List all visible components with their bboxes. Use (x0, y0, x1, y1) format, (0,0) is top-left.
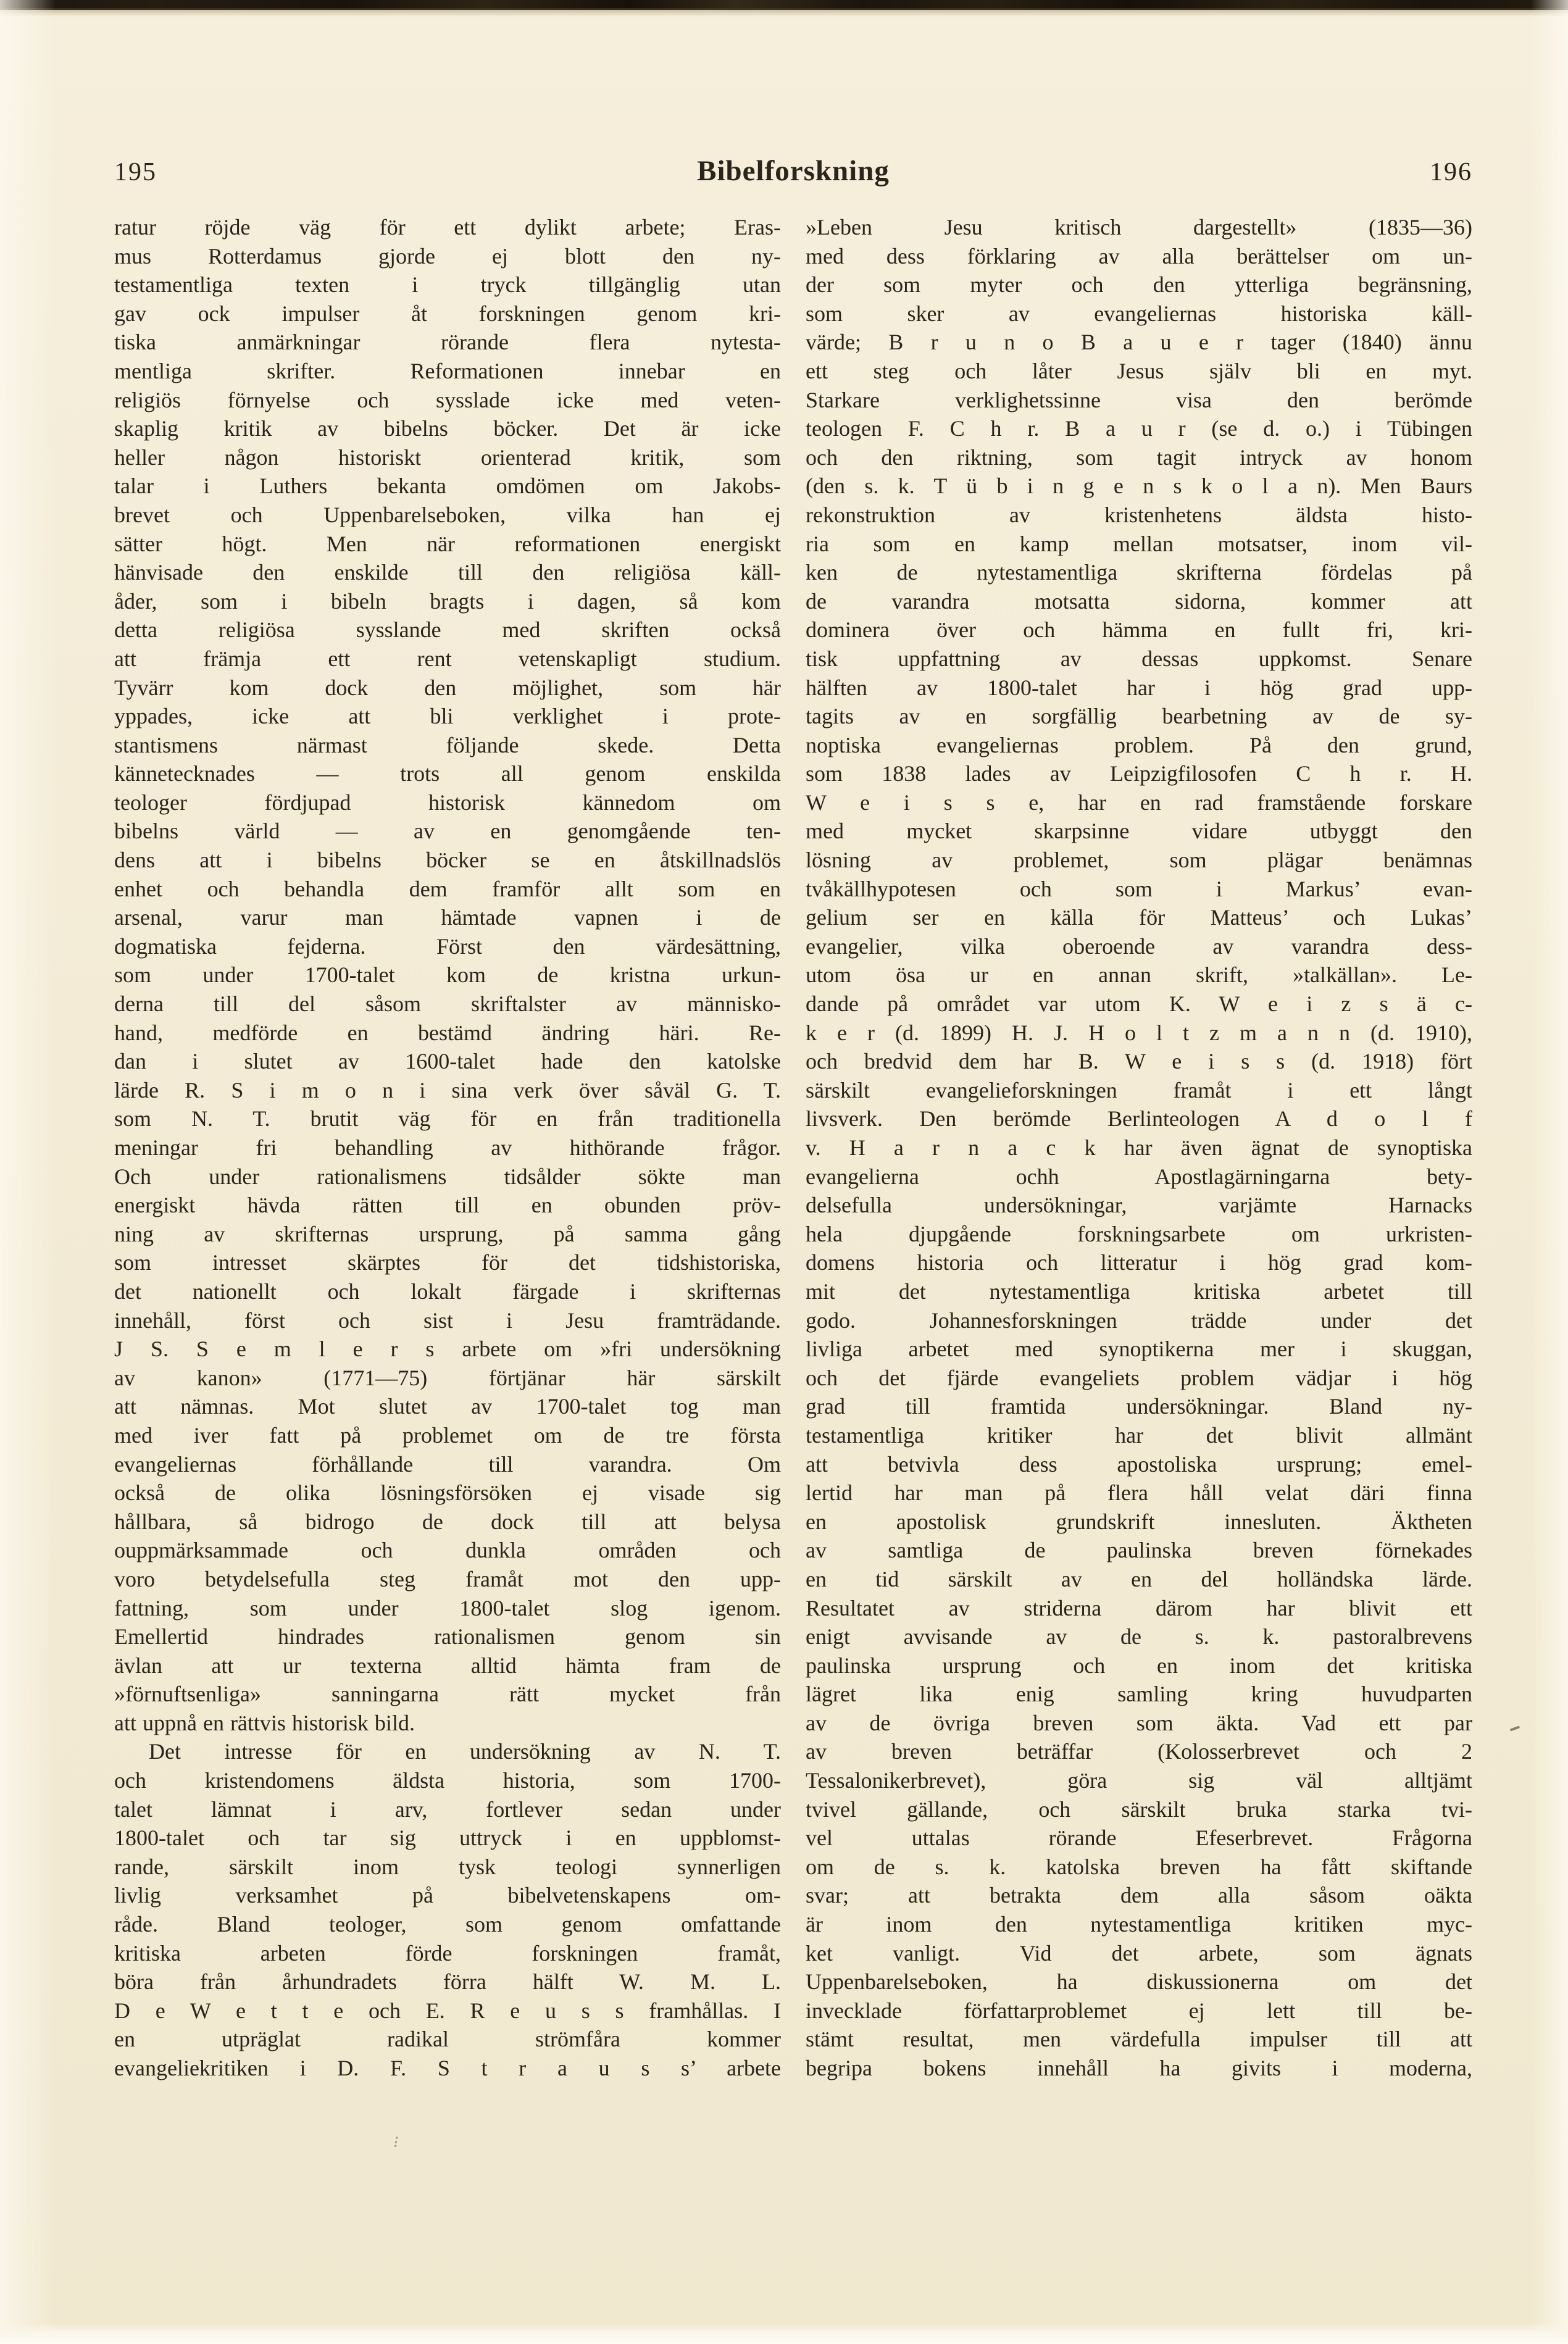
text-line: enigt avvisande av de s. k. pastoralbrevens (806, 1624, 1472, 1650)
text-line: W e i s s e, har en rad framstående forskare (806, 790, 1472, 815)
text-line: godo. Johannesforskningen trädde under det (806, 1308, 1472, 1333)
text-line: stantismens närmast följande skede. Detta (114, 732, 781, 757)
text-line: innehåll, först och sist i Jesu framträdande. (114, 1308, 781, 1333)
text-line: arsenal, varur man hämtade vapnen i de (114, 905, 781, 930)
text-line: evangeliekritiken i D. F. S t r a u s s’ arbete (114, 2056, 781, 2080)
scan-top-edge-fade (0, 8, 1568, 17)
text-line: Uppenbarelseboken, ha diskussionerna om det (806, 1969, 1472, 1995)
page-left-shading (0, 0, 56, 2344)
text-line: Starkare verklighetssinne visa den berömde (806, 387, 1472, 412)
text-line: (den s. k. T ü b i n g e n s k o l a n). Men Baurs (806, 473, 1472, 499)
text-line: rande, särskilt inom tysk teologi synnerligen (114, 1854, 781, 1879)
text-line: der som myter och den ytterliga begränsning, (806, 272, 1472, 298)
text-line: evangelierna ochh Apostlagärningarna bety- (806, 1164, 1472, 1189)
text-line: livsverk. Den berömde Berlinteologen A d o l f (806, 1106, 1472, 1132)
scan-bottom-edge (0, 2323, 1568, 2344)
text-body (114, 213, 1472, 2083)
text-line: dens att i bibelns böcker se en åtskillnadslös (114, 848, 781, 873)
text-line: derna till del såsom skriftalster av människo- (114, 991, 781, 1017)
text-line: åder, som i bibeln bragts i dagen, så kom (114, 588, 781, 614)
text-line: begripa bokens innehåll ha givits i moderna, (806, 2056, 1472, 2080)
text-line: de varandra motsatta sidorna, kommer att (806, 588, 1472, 614)
text-line: av de övriga breven som äkta. Vad ett par (806, 1710, 1472, 1735)
text-line: Emellertid hindrades rationalismen genom sin (114, 1624, 781, 1650)
text-line: domens historia och litteratur i hög grad kom- (806, 1250, 1472, 1275)
text-line: ett steg och låter Jesus själv bli en myt. (806, 358, 1472, 383)
text-line: teologer fördjupad historisk kännedom om (114, 790, 781, 815)
text-column-right (806, 213, 1472, 2083)
text-line: tisk uppfattning av dessas uppkomst. Senare (806, 646, 1472, 671)
text-line: grad till framtida undersökningar. Bland ny- (806, 1394, 1472, 1419)
text-line: detta religiösa sysslande med skriften också (114, 617, 781, 643)
text-line: Tessalonikerbrevet), göra sig väl alltjämt (806, 1768, 1472, 1793)
text-line: yppades, icke att bli verklighet i prote- (114, 704, 781, 729)
text-line: svar; att betrakta dem alla såsom oäkta (806, 1883, 1472, 1908)
text-line: mentliga skrifter. Reformationen innebar en (114, 358, 781, 383)
text-line: och den riktning, som tagit intryck av honom (806, 444, 1472, 470)
text-line: sätter högt. Men när reformationen energiskt (114, 531, 781, 556)
text-line: ratur röjde väg för ett dylikt arbete; Eras- (114, 215, 781, 240)
text-line: av breven beträffar (Kolosserbrevet och 2 (806, 1739, 1472, 1764)
text-line: att uppnå en rättvis historisk bild. (114, 1710, 415, 1735)
ink-speck (394, 2137, 402, 2147)
text-line: lertid har man på flera håll velat däri finna (806, 1480, 1472, 1506)
text-line: testamentliga kritiker har det blivit allmänt (806, 1422, 1472, 1448)
text-line: Resultatet av striderna därom har blivit ett (806, 1595, 1472, 1620)
text-line: är inom den nytestamentliga kritiken myc- (806, 1912, 1472, 1937)
page-header (114, 154, 1472, 188)
text-line: meningar fri behandling av hithörande frågor. (114, 1135, 781, 1160)
text-line: J S. S e m l e r s arbete om »fri undersökning (114, 1337, 781, 1362)
text-line: råde. Bland teologer, som genom omfattande (114, 1912, 781, 1937)
text-line: v. H a r n a c k har även ägnat de synoptiska (806, 1135, 1472, 1160)
text-line: utom ösa ur en annan skrift, »talkällan». Le- (806, 962, 1472, 988)
text-line: kännetecknades — trots all genom enskilda (114, 761, 781, 786)
text-line: talet lämnat i arv, fortlever sedan under (114, 1796, 781, 1822)
text-line: hälften av 1800-talet har i hög grad upp- (806, 675, 1472, 700)
ink-speck (1510, 1725, 1520, 1731)
text-line: testamentliga texten i tryck tillgänglig utan (114, 272, 781, 298)
text-line: gav ock impulser åt forskningen genom kri- (114, 301, 781, 326)
text-line: mit det nytestamentliga kritiska arbetet till (806, 1278, 1472, 1304)
text-line: som sker av evangeliernas historiska käll- (806, 301, 1472, 326)
text-line: med dess förklaring av alla berättelser om un- (806, 243, 1472, 269)
text-line: en utpräglat radikal strömfåra kommer (114, 2027, 781, 2052)
text-line: Tyvärr kom dock den möjlighet, som här (114, 675, 781, 700)
text-line: paulinska ursprung och en inom det kritiska (806, 1653, 1472, 1678)
text-line: energiskt hävda rätten till en obunden pröv- (114, 1193, 781, 1218)
text-line: dogmatiska fejderna. Först den värdesättning, (114, 933, 781, 959)
text-line: ria som en kamp mellan motsatser, inom vil- (806, 531, 1472, 556)
text-line: särskilt evangelieforskningen framåt i ett långt (806, 1077, 1472, 1103)
page-right-shading (1531, 0, 1568, 2344)
text-line: tvivel gällande, och särskilt bruka starka tvi- (806, 1796, 1472, 1822)
text-line: ouppmärksammade och dunkla områden och (114, 1538, 781, 1563)
text-line: en tid särskilt av en del holländska lärde. (806, 1566, 1472, 1591)
text-line: ning av skrifternas ursprung, på samma gång (114, 1221, 781, 1246)
text-line: k e r (d. 1899) H. J. H o l t z m a n n (d. 1910), (806, 1020, 1472, 1045)
text-line: bibelns värld — av en genomgående ten- (114, 819, 781, 844)
text-line: lösning av problemet, som plägar benämnas (806, 848, 1472, 873)
text-line: dominera över och hämma en fullt fri, kri- (806, 617, 1472, 643)
text-line: det nationellt och lokalt färgade i skrifternas (114, 1278, 781, 1304)
text-line: en apostolisk grundskrift innesluten. Äktheten (806, 1509, 1472, 1534)
text-line: och bredvid dem har B. W e i s s (d. 1918) fört (806, 1049, 1472, 1074)
page-number-right: 196 (1430, 158, 1472, 186)
text-line: ket vanligt. Vid det arbete, som ägnats (806, 1940, 1472, 1966)
text-line: voro betydelsefulla steg framåt mot den upp- (114, 1566, 781, 1591)
text-line: och kristendomens äldsta historia, som 1700- (114, 1768, 781, 1793)
text-line: rekonstruktion av kristenhetens äldsta histo- (806, 502, 1472, 527)
text-line: teologen F. C h r. B a u r (se d. o.) i Tübingen (806, 416, 1472, 441)
text-line: som under 1700-talet kom de kristna urkun- (114, 962, 781, 988)
text-line: ken de nytestamentliga skrifterna fördelas på (806, 560, 1472, 585)
text-line: kritiska arbeten förde forskningen framåt, (114, 1940, 781, 1966)
text-line: talar i Luthers bekanta omdömen om Jakobs- (114, 473, 781, 499)
text-line: noptiska evangeliernas problem. På den grund, (806, 732, 1472, 757)
text-line: hela djupgående forskningsarbete om urkristen- (806, 1221, 1472, 1246)
text-line: tagits av en sorgfällig bearbetning av de sy- (806, 704, 1472, 729)
text-line: gelium ser en källa för Matteus’ och Lukas’ (806, 905, 1472, 930)
text-line: tiska anmärkningar rörande flera nytesta- (114, 330, 781, 355)
text-line: Det intresse för en undersökning av N. T. (149, 1739, 781, 1764)
text-line: livlig verksamhet på bibelvetenskapens om- (114, 1883, 781, 1908)
text-line: som intresset skärptes för det tidshistoriska, (114, 1250, 781, 1275)
text-line: om de s. k. katolska breven ha fått skiftande (806, 1854, 1472, 1879)
text-line: brevet och Uppenbarelseboken, vilka han ej (114, 502, 781, 527)
text-line: invecklade författarproblemet ej lett till be- (806, 1998, 1472, 2023)
text-line: och det fjärde evangeliets problem vädjar i hög (806, 1365, 1472, 1390)
text-line: av samtliga de paulinska breven förnekades (806, 1538, 1472, 1563)
text-line: hand, medförde en bestämd ändring häri. Re- (114, 1020, 781, 1045)
text-line: av kanon» (1771—75) förtjänar här särskilt (114, 1365, 781, 1390)
text-line: värde; B r u n o B a u e r tager (1840) ännu (806, 330, 1472, 355)
text-line: D e W e t t e och E. R e u s s framhållas. I (114, 1998, 781, 2023)
text-line: tvåkällhypotesen och som i Markus’ evan- (806, 876, 1472, 901)
text-line: hållbara, så bidrogo de dock till att belysa (114, 1509, 781, 1534)
text-line: att främja ett rent vetenskapligt studium. (114, 646, 781, 671)
text-line: enhet och behandla dem framför allt som en (114, 876, 781, 901)
text-line: lärde R. S i m o n i sina verk över såväl G. T. (114, 1077, 781, 1103)
text-line: heller någon historiskt orienterad kritik, som (114, 444, 781, 470)
page-number-left: 195 (114, 158, 157, 186)
text-line: som 1838 lades av Leipzigfilosofen C h r. H. (806, 761, 1472, 786)
text-line: »förnuftsenliga» sanningarna rätt mycket från (114, 1682, 781, 1707)
text-line: stämt resultat, men värdefulla impulser till att (806, 2027, 1472, 2052)
text-line: att betvivla dess apostoliska ursprung; emel- (806, 1451, 1472, 1477)
text-line: att nämnas. Mot slutet av 1700-talet tog man (114, 1394, 781, 1419)
text-line: dan i slutet av 1600-talet hade den katolske (114, 1049, 781, 1074)
page-title: Bibelforskning (697, 155, 890, 187)
text-line: med mycket skarpsinne vidare utbyggt den (806, 819, 1472, 844)
text-line: skaplig kritik av bibelns böcker. Det är icke (114, 416, 781, 441)
text-line: 1800-talet och tar sig uttryck i en uppblomst- (114, 1825, 781, 1851)
text-line: lägret lika enig samling kring huvudparten (806, 1682, 1472, 1707)
text-line: ävlan att ur texterna alltid hämta fram de (114, 1653, 781, 1678)
text-line: dande på området var utom K. W e i z s ä c- (806, 991, 1472, 1017)
text-line: religiös förnyelse och sysslade icke med veten- (114, 387, 781, 412)
text-line: böra från århundradets förra hälft W. M. L. (114, 1969, 781, 1995)
text-line: evangelier, vilka oberoende av varandra dess- (806, 933, 1472, 959)
text-line: livliga arbetet med synoptikerna mer i skuggan, (806, 1337, 1472, 1362)
text-line: fattning, som under 1800-talet slog igenom. (114, 1595, 781, 1620)
text-line: delsefulla undersökningar, varjämte Harnacks (806, 1193, 1472, 1218)
text-line: »Leben Jesu kritisch dargestellt» (1835—36) (806, 215, 1472, 240)
text-line: mus Rotterdamus gjorde ej blott den ny- (114, 243, 781, 269)
text-line: också de olika lösningsförsöken ej visade sig (114, 1480, 781, 1506)
text-line: Och under rationalismens tidsålder sökte man (114, 1164, 781, 1189)
text-line: hänvisade den enskilde till den religiösa käll- (114, 560, 781, 585)
text-line: evangeliernas förhållande till varandra. Om (114, 1451, 781, 1477)
text-line: vel uttalas rörande Efeserbrevet. Frågorna (806, 1825, 1472, 1851)
text-column-left (114, 213, 781, 2083)
text-line: med iver fatt på problemet om de tre första (114, 1422, 781, 1448)
text-line: som N. T. brutit väg för en från traditionella (114, 1106, 781, 1132)
